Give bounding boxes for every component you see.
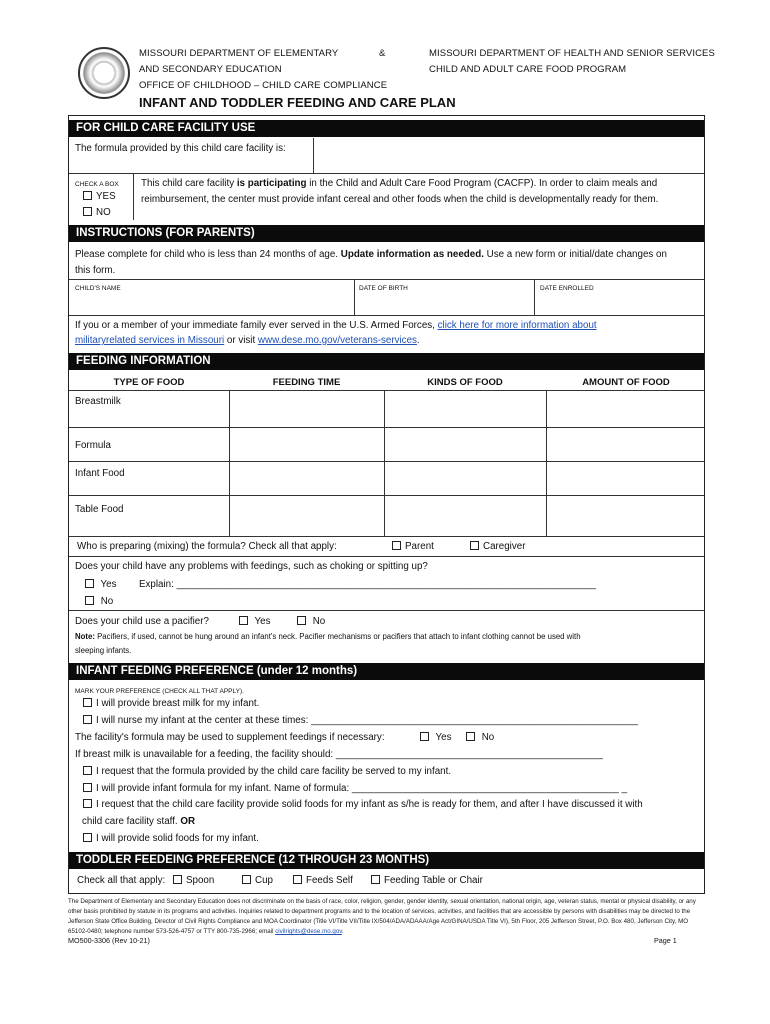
facility-no-option[interactable]: NO xyxy=(83,206,111,220)
problems-yes-option[interactable]: Yes xyxy=(85,578,117,592)
feeding-section-bar: FEEDING INFORMATION xyxy=(69,353,704,370)
toddler-pref-section-bar: TODDLER FEEDEING PREFERENCE (12 THROUGH 23 MONTHS) xyxy=(69,852,704,869)
pref-own-formula[interactable]: I will provide infant formula for my infant. Name of formula: _________________________________________________ _ xyxy=(83,782,627,796)
dese-line1: MISSOURI DEPARTMENT OF ELEMENTARY xyxy=(139,48,339,59)
facility-yes-option[interactable]: YES xyxy=(83,190,116,204)
check-a-box-label: CHECK A BOX xyxy=(75,181,119,188)
page-number: Page 1 xyxy=(654,936,677,945)
form-title: INFANT AND TODDLER FEEDING AND CARE PLAN xyxy=(139,95,456,110)
feeding-time-cells[interactable] xyxy=(230,391,383,536)
date-enrolled-label: DATE ENROLLED xyxy=(540,285,594,292)
pacifier-no-checkbox[interactable] xyxy=(297,616,306,625)
toddler-check-all-label: Check all that apply: xyxy=(77,875,166,886)
pref-own-solid-foods[interactable]: I will provide solid foods for my infant. xyxy=(83,832,259,846)
dese-line2: AND SECONDARY EDUCATION xyxy=(139,64,282,75)
spoon-checkbox[interactable] xyxy=(173,875,182,884)
problems-no-option[interactable]: No xyxy=(85,595,113,609)
problems-no-checkbox[interactable] xyxy=(85,596,94,605)
pacifier-yes-option[interactable]: Yes xyxy=(239,615,271,629)
childs-name-field[interactable] xyxy=(70,280,353,315)
infant-pref-section-bar: INFANT FEEDING PREFERENCE (under 12 months) xyxy=(69,663,704,680)
col-type-of-food: TYPE OF FOOD xyxy=(113,377,185,388)
supplement-question: The facility's formula may be used to supplement feedings if necessary: xyxy=(75,732,385,743)
pref-facility-solid-foods[interactable]: I request that the child care facility provide solid foods for my infant as s/he is ready for them, and after I have discussed it with xyxy=(83,798,643,812)
problems-yes-checkbox[interactable] xyxy=(85,579,94,588)
feeds-self-checkbox[interactable] xyxy=(293,875,302,884)
problems-explain-field[interactable]: Explain: _____________________________________________________________________________ xyxy=(139,579,597,590)
instructions-section-bar: INSTRUCTIONS (FOR PARENTS) xyxy=(69,225,704,242)
supplement-no-option[interactable]: No xyxy=(466,731,494,745)
cacfp-line1: This child care facility is participating in the Child and Adult Care Food Program (CACFP). In order to claim meals and xyxy=(141,178,658,189)
pacifier-yes-checkbox[interactable] xyxy=(239,616,248,625)
military-line1: If you or a member of your immediate family ever served in the U.S. Armed Forces, click here for more information about xyxy=(75,320,597,331)
facility-solids-checkbox[interactable] xyxy=(83,799,92,808)
problems-question: Does your child have any problems with feedings, such as choking or spitting up? xyxy=(75,561,428,572)
pacifier-note-line2: sleeping infants. xyxy=(75,646,132,655)
facility-yes-checkbox[interactable] xyxy=(83,191,92,200)
nurse-checkbox[interactable] xyxy=(83,715,92,724)
pref-facility-formula[interactable]: I request that the formula provided by the child care facility be served to my infant. xyxy=(83,765,451,779)
pacifier-note: Note: Pacifiers, if used, cannot be hung around an infant's neck. Pacifier mechanisms or pacifiers that attach to infant clothing cannot be used with xyxy=(75,632,581,641)
civil-rights-email-link[interactable]: civilrights@dese.mo.gov xyxy=(275,928,342,935)
caregiver-checkbox[interactable] xyxy=(470,541,479,550)
dese-line3: OFFICE OF CHILDHOOD – CHILD CARE COMPLIANCE xyxy=(139,80,388,91)
veterans-services-link[interactable]: www.dese.mo.gov/veterans-services xyxy=(257,335,417,346)
col-kinds-of-food: KINDS OF FOOD xyxy=(427,377,503,388)
instructions-line2: this form. xyxy=(75,265,116,276)
col-feeding-time: FEEDING TIME xyxy=(272,377,341,388)
mark-preference-label: MARK YOUR PREFERENCE (CHECK ALL THAT APPLY). xyxy=(75,688,244,695)
parent-checkbox[interactable] xyxy=(392,541,401,550)
dhss-line1: MISSOURI DEPARTMENT OF HEALTH AND SENIOR SERVICES xyxy=(429,48,715,59)
dob-field[interactable] xyxy=(355,280,533,315)
breastmilk-checkbox[interactable] xyxy=(83,698,92,707)
col-amount-of-food: AMOUNT OF FOOD xyxy=(582,377,670,388)
amount-of-food-cells[interactable] xyxy=(547,391,705,536)
pref-provide-breastmilk[interactable]: I will provide breast milk for my infant. xyxy=(83,697,259,711)
preparer-caregiver-option[interactable]: Caregiver xyxy=(470,540,525,554)
formula-label: The formula provided by this child care facility is: xyxy=(75,143,286,154)
own-formula-checkbox[interactable] xyxy=(83,783,92,792)
facility-no-checkbox[interactable] xyxy=(83,207,92,216)
dhss-header xyxy=(429,46,715,78)
toddler-spoon-option[interactable]: Spoon xyxy=(173,874,214,888)
military-info-link[interactable]: click here for more information about xyxy=(437,320,597,331)
supplement-no-checkbox[interactable] xyxy=(466,732,475,741)
pref-nurse-at-center[interactable]: I will nurse my infant at the center at these times: ____________________________________________________________ xyxy=(83,714,638,728)
pacifier-question: Does your child use a pacifier? xyxy=(75,616,209,627)
pacifier-no-option[interactable]: No xyxy=(297,615,325,629)
row-formula: Formula xyxy=(75,440,111,451)
row-breastmilk: Breastmilk xyxy=(75,396,121,407)
state-seal-logo xyxy=(78,47,130,99)
own-solids-checkbox[interactable] xyxy=(83,833,92,842)
childs-name-label: CHILD'S NAME xyxy=(75,285,121,292)
table-chair-checkbox[interactable] xyxy=(371,875,380,884)
cacfp-line2: reimbursement, the center must provide infant cereal and other foods when the child is developmentally ready for them. xyxy=(141,194,659,205)
toddler-feeds-self-option[interactable]: Feeds Self xyxy=(293,874,353,888)
nondiscrimination-statement: The Department of Elementary and Secondary Education does not discriminate on the basis of race, color, religion, gender, gender identity, sexual orientation, national origin, age, veteran status, mental or physical disability, or any other basis prohibited by statute in its programs and activities. Inquiries related to department programs and to the location of services, activities, and facilities that are accessible by persons with disabilities may be directed to the Jefferson State Office Building, Director of Civil Rights Compliance and MOA Coordinator (Title VI/Title VII/Title IX/504/ADA/ADAAA/Age Act/GINA/USDA Title VI), 5th Floor, 205 Jefferson Street, P.O. Box 480, Jefferson City, MO 65102-0480; telephone number 573-526-4757 or TTY 800-735-2966; email civilrights@dese.mo.gov. xyxy=(68,898,696,935)
dhss-line2: CHILD AND ADULT CARE FOOD PROGRAM xyxy=(429,64,627,75)
row-table-food: Table Food xyxy=(75,504,124,515)
row-infant-food: Infant Food xyxy=(75,468,125,479)
military-services-link[interactable]: militaryrelated services in Missouri xyxy=(75,335,225,346)
toddler-cup-option[interactable]: Cup xyxy=(242,874,273,888)
header-ampersand: & xyxy=(379,48,386,59)
military-line2: militaryrelated services in Missouri or visit www.dese.mo.gov/veterans-services. xyxy=(75,335,420,346)
dese-header xyxy=(139,46,387,94)
preparing-question: Who is preparing (mixing) the formula? Check all that apply: xyxy=(77,541,337,552)
supplement-yes-checkbox[interactable] xyxy=(420,732,429,741)
facility-formula-checkbox[interactable] xyxy=(83,766,92,775)
facility-section-bar: FOR CHILD CARE FACILITY USE xyxy=(69,120,704,137)
date-enrolled-field[interactable] xyxy=(535,280,705,315)
form-code: MO500-3306 (Rev 10-21) xyxy=(68,936,150,945)
supplement-yes-option[interactable]: Yes xyxy=(420,731,452,745)
breastmilk-unavailable-field[interactable]: If breast milk is unavailable for a feeding, the facility should: _________________________________________________ xyxy=(75,749,603,760)
toddler-table-chair-option[interactable]: Feeding Table or Chair xyxy=(371,874,483,888)
formula-field[interactable] xyxy=(314,138,705,173)
solid-foods-line2: child care facility staff. OR xyxy=(82,816,196,827)
form-body xyxy=(68,115,705,894)
instructions-line1: Please complete for child who is less than 24 months of age. Update information as needed. Use a new form or initial/date changes on xyxy=(75,249,667,260)
preparer-parent-option[interactable]: Parent xyxy=(392,540,434,554)
kinds-of-food-cells[interactable] xyxy=(385,391,545,536)
cup-checkbox[interactable] xyxy=(242,875,251,884)
dob-label: DATE OF BIRTH xyxy=(359,285,408,292)
